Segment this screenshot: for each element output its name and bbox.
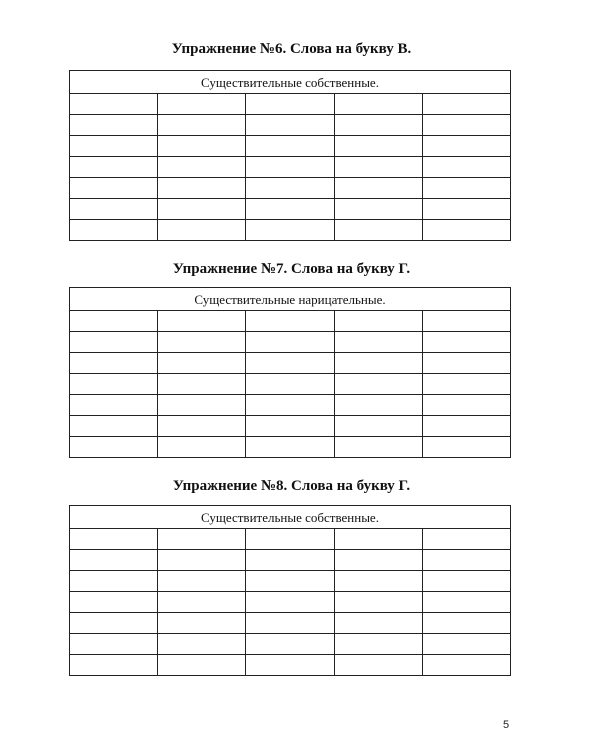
exercise-7-table bbox=[69, 287, 511, 458]
answer-cell[interactable] bbox=[70, 311, 158, 332]
answer-cell[interactable] bbox=[158, 353, 246, 374]
table-row bbox=[70, 220, 511, 241]
answer-cell[interactable] bbox=[70, 571, 158, 592]
answer-cell[interactable] bbox=[70, 550, 158, 571]
answer-cell[interactable] bbox=[422, 529, 510, 550]
answer-cell[interactable] bbox=[334, 178, 422, 199]
answer-cell[interactable] bbox=[422, 157, 510, 178]
table-row bbox=[70, 550, 511, 571]
table-row bbox=[70, 94, 511, 115]
answer-cell[interactable] bbox=[334, 416, 422, 437]
exercise-8-table bbox=[69, 505, 511, 676]
answer-cell[interactable] bbox=[334, 332, 422, 353]
answer-cell[interactable] bbox=[158, 550, 246, 571]
answer-cell[interactable] bbox=[70, 529, 158, 550]
answer-cell[interactable] bbox=[158, 437, 246, 458]
answer-cell[interactable] bbox=[422, 353, 510, 374]
answer-cell[interactable] bbox=[422, 199, 510, 220]
table-row bbox=[70, 634, 511, 655]
answer-cell[interactable] bbox=[334, 353, 422, 374]
answer-cell[interactable] bbox=[246, 416, 334, 437]
answer-cell[interactable] bbox=[246, 529, 334, 550]
table-row bbox=[70, 332, 511, 353]
answer-cell[interactable] bbox=[334, 571, 422, 592]
answer-cell[interactable] bbox=[246, 220, 334, 241]
table-header-cell: Существительные нарицательные. bbox=[70, 288, 511, 311]
answer-cell[interactable] bbox=[334, 157, 422, 178]
table-row bbox=[70, 374, 511, 395]
answer-cell[interactable] bbox=[334, 94, 422, 115]
answer-cell[interactable] bbox=[246, 571, 334, 592]
table-header-row bbox=[70, 288, 511, 311]
table-row bbox=[70, 115, 511, 136]
answer-cell[interactable] bbox=[246, 655, 334, 676]
table-row bbox=[70, 157, 511, 178]
answer-cell[interactable] bbox=[158, 592, 246, 613]
answer-cell[interactable] bbox=[158, 634, 246, 655]
answer-cell[interactable] bbox=[334, 437, 422, 458]
answer-cell[interactable] bbox=[158, 395, 246, 416]
table-body bbox=[70, 529, 511, 676]
answer-cell[interactable] bbox=[70, 94, 158, 115]
answer-cell[interactable] bbox=[422, 332, 510, 353]
exercise-7-title: Упражнение №7. Слова на букву Г. bbox=[172, 261, 411, 277]
answer-cell[interactable] bbox=[158, 115, 246, 136]
answer-cell[interactable] bbox=[246, 136, 334, 157]
answer-cell[interactable] bbox=[246, 178, 334, 199]
answer-cell[interactable] bbox=[70, 437, 158, 458]
answer-cell[interactable] bbox=[158, 571, 246, 592]
answer-cell[interactable] bbox=[334, 311, 422, 332]
answer-cell[interactable] bbox=[334, 199, 422, 220]
answer-cell[interactable] bbox=[422, 395, 510, 416]
answer-cell[interactable] bbox=[422, 416, 510, 437]
answer-cell[interactable] bbox=[246, 592, 334, 613]
answer-cell[interactable] bbox=[158, 178, 246, 199]
answer-cell[interactable] bbox=[158, 220, 246, 241]
answer-cell[interactable] bbox=[246, 437, 334, 458]
answer-cell[interactable] bbox=[70, 115, 158, 136]
answer-cell[interactable] bbox=[422, 571, 510, 592]
answer-cell[interactable] bbox=[246, 199, 334, 220]
answer-cell[interactable] bbox=[334, 529, 422, 550]
answer-cell[interactable] bbox=[422, 136, 510, 157]
answer-cell[interactable] bbox=[334, 634, 422, 655]
answer-cell[interactable] bbox=[334, 374, 422, 395]
table-row bbox=[70, 353, 511, 374]
answer-cell[interactable] bbox=[334, 136, 422, 157]
answer-cell[interactable] bbox=[334, 550, 422, 571]
answer-cell[interactable] bbox=[70, 220, 158, 241]
table-row bbox=[70, 178, 511, 199]
table-row bbox=[70, 199, 511, 220]
table-header-cell: Существительные собственные. bbox=[70, 506, 511, 529]
answer-cell[interactable] bbox=[70, 157, 158, 178]
answer-cell[interactable] bbox=[246, 634, 334, 655]
table-row bbox=[70, 655, 511, 676]
page-number: 5 bbox=[503, 719, 510, 731]
exercise-6-table bbox=[69, 70, 511, 241]
exercise-6-title: Упражнение №6. Слова на букву В. bbox=[171, 41, 412, 57]
table-row bbox=[70, 395, 511, 416]
answer-cell[interactable] bbox=[70, 655, 158, 676]
answer-cell[interactable] bbox=[422, 550, 510, 571]
answer-cell[interactable] bbox=[334, 395, 422, 416]
answer-cell[interactable] bbox=[158, 157, 246, 178]
table-row bbox=[70, 571, 511, 592]
table-row bbox=[70, 529, 511, 550]
answer-cell[interactable] bbox=[158, 416, 246, 437]
table-header-row bbox=[70, 506, 511, 529]
table-body bbox=[70, 94, 511, 241]
table-row bbox=[70, 437, 511, 458]
answer-cell[interactable] bbox=[158, 529, 246, 550]
answer-cell[interactable] bbox=[70, 634, 158, 655]
answer-cell[interactable] bbox=[158, 613, 246, 634]
answer-cell[interactable] bbox=[246, 94, 334, 115]
answer-cell[interactable] bbox=[70, 374, 158, 395]
answer-cell[interactable] bbox=[70, 395, 158, 416]
answer-cell[interactable] bbox=[70, 136, 158, 157]
answer-cell[interactable] bbox=[158, 94, 246, 115]
answer-cell[interactable] bbox=[70, 199, 158, 220]
answer-cell[interactable] bbox=[70, 416, 158, 437]
answer-cell[interactable] bbox=[246, 157, 334, 178]
answer-cell[interactable] bbox=[70, 332, 158, 353]
answer-cell[interactable] bbox=[422, 374, 510, 395]
answer-cell[interactable] bbox=[422, 220, 510, 241]
table-row bbox=[70, 136, 511, 157]
answer-cell[interactable] bbox=[158, 311, 246, 332]
answer-cell[interactable] bbox=[246, 374, 334, 395]
exercise-8-title: Упражнение №8. Слова на букву Г. bbox=[172, 478, 411, 494]
answer-cell[interactable] bbox=[422, 634, 510, 655]
answer-cell[interactable] bbox=[246, 395, 334, 416]
answer-cell[interactable] bbox=[422, 655, 510, 676]
table-row bbox=[70, 311, 511, 332]
answer-cell[interactable] bbox=[70, 178, 158, 199]
answer-cell[interactable] bbox=[334, 655, 422, 676]
answer-cell[interactable] bbox=[422, 115, 510, 136]
answer-cell[interactable] bbox=[246, 353, 334, 374]
answer-cell[interactable] bbox=[422, 613, 510, 634]
answer-cell[interactable] bbox=[246, 613, 334, 634]
answer-cell[interactable] bbox=[422, 94, 510, 115]
answer-cell[interactable] bbox=[70, 613, 158, 634]
answer-cell[interactable] bbox=[334, 592, 422, 613]
answer-cell[interactable] bbox=[422, 178, 510, 199]
answer-cell[interactable] bbox=[158, 199, 246, 220]
answer-cell[interactable] bbox=[422, 592, 510, 613]
answer-cell[interactable] bbox=[246, 311, 334, 332]
answer-cell[interactable] bbox=[158, 655, 246, 676]
answer-cell[interactable] bbox=[70, 592, 158, 613]
table-row bbox=[70, 613, 511, 634]
answer-cell[interactable] bbox=[334, 115, 422, 136]
answer-cell[interactable] bbox=[246, 332, 334, 353]
table-row bbox=[70, 592, 511, 613]
answer-cell[interactable] bbox=[70, 353, 158, 374]
table-body bbox=[70, 311, 511, 458]
answer-cell[interactable] bbox=[334, 220, 422, 241]
table-header-row bbox=[70, 71, 511, 94]
answer-cell[interactable] bbox=[158, 332, 246, 353]
table-row bbox=[70, 416, 511, 437]
answer-cell[interactable] bbox=[158, 374, 246, 395]
answer-cell[interactable] bbox=[158, 136, 246, 157]
answer-cell[interactable] bbox=[422, 437, 510, 458]
answer-cell[interactable] bbox=[246, 115, 334, 136]
answer-cell[interactable] bbox=[246, 550, 334, 571]
table-header-cell: Существительные собственные. bbox=[70, 71, 511, 94]
answer-cell[interactable] bbox=[334, 613, 422, 634]
answer-cell[interactable] bbox=[422, 311, 510, 332]
